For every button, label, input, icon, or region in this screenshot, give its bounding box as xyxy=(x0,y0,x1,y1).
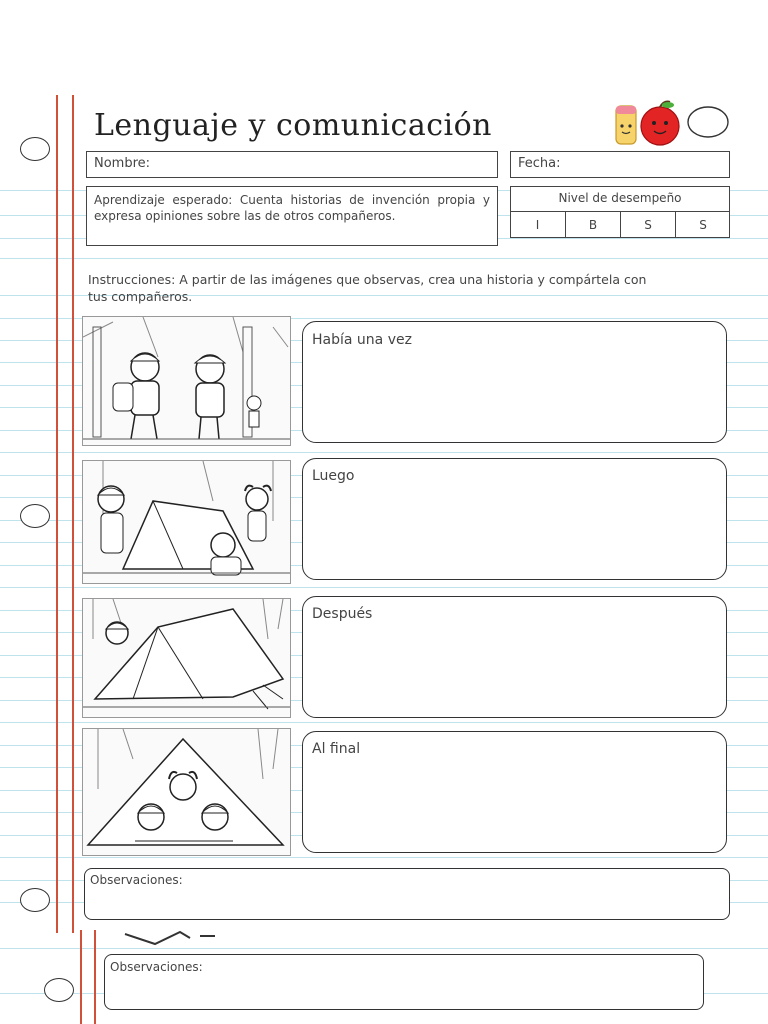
story-label-1: Había una vez xyxy=(312,332,412,348)
story-box-2[interactable] xyxy=(302,458,727,580)
story-image-3 xyxy=(82,598,291,718)
observations-label: Observaciones: xyxy=(90,873,183,887)
kids-in-tent-illustration xyxy=(83,729,290,855)
level-cell-3[interactable]: S xyxy=(620,212,675,238)
margin-line-lower-right xyxy=(94,930,96,1024)
story-label-4: Al final xyxy=(312,741,361,757)
punch-hole-1 xyxy=(20,137,50,161)
margin-line-left xyxy=(56,95,58,933)
story-image-4 xyxy=(82,728,291,856)
punch-hole-2 xyxy=(20,504,50,528)
page-title: Lenguaje y comunicación xyxy=(94,108,492,143)
punch-hole-4 xyxy=(44,978,74,1002)
observations-label-lower: Observaciones: xyxy=(110,960,203,974)
learning-goal-text: Aprendizaje esperado: Cuenta historias de invención propia y expresa opiniones sobre las de otros compañeros. xyxy=(94,193,490,223)
margin-line-lower-left xyxy=(80,930,82,1024)
performance-title: Nivel de desempeño xyxy=(558,191,682,205)
story-label-3: Después xyxy=(312,606,373,622)
punch-hole-3 xyxy=(20,888,50,912)
level-cell-2[interactable]: B xyxy=(565,212,620,238)
name-label: Nombre: xyxy=(94,156,151,171)
level-cell-1[interactable]: I xyxy=(535,218,540,232)
kids-hiking-illustration xyxy=(83,317,290,445)
story-box-4[interactable] xyxy=(302,731,727,853)
story-label-2: Luego xyxy=(312,468,355,484)
tent-pitched-illustration xyxy=(83,599,290,717)
story-image-2 xyxy=(82,460,291,584)
story-image-1 xyxy=(82,316,291,446)
margin-line-right xyxy=(72,95,74,933)
apple-pencil-icon xyxy=(612,98,732,150)
instructions-text: Instrucciones: A partir de las imágenes que observas, crea una historia y compártela con tus compañeros. xyxy=(88,272,647,304)
doodle-fragment xyxy=(120,924,240,950)
level-cell-4[interactable]: S xyxy=(675,212,730,238)
kids-tent-setup-illustration xyxy=(83,461,290,583)
date-label: Fecha: xyxy=(518,156,561,171)
